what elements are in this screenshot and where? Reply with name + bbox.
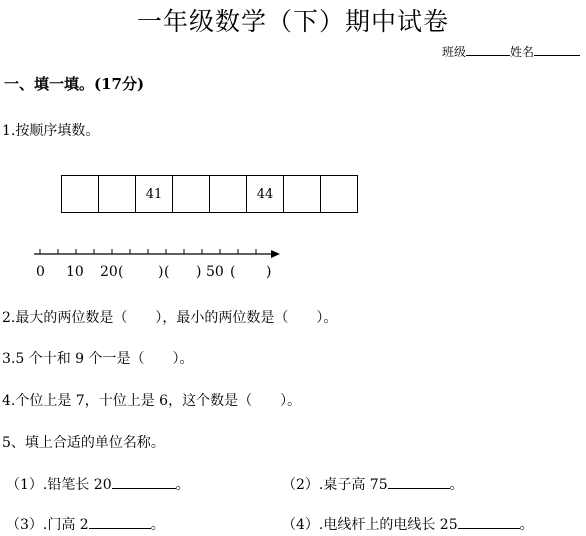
sub-question-text: （1）.铅笔长 20: [6, 477, 112, 493]
page-title: 一年级数学（下）期中试卷: [136, 7, 449, 36]
number-line-ticks: [40, 249, 256, 254]
answer-blank[interactable]: [458, 517, 520, 529]
question-3: 3.5 个十和 9 个一是（ ）。: [2, 351, 194, 367]
name-blank[interactable]: [534, 44, 580, 56]
number-box[interactable]: 41: [136, 176, 173, 212]
question-5: 5、填上合适的单位名称。: [2, 435, 165, 451]
number-line-arrow: [271, 250, 280, 258]
sub-question-text: （2）.桌子高 75: [282, 477, 388, 493]
tick-label: ): [158, 264, 164, 280]
class-blank[interactable]: [466, 44, 510, 56]
tick-label: (: [230, 264, 236, 280]
answer-blank[interactable]: [112, 477, 176, 489]
sub-question-text: （3）.门高 2: [6, 517, 89, 533]
sub-question-text: （4）.电线杆上的电线长 25: [282, 517, 458, 533]
number-box[interactable]: [62, 176, 99, 212]
number-line: [30, 244, 280, 284]
sub-question-end: 。: [449, 477, 464, 493]
sub-question-end: 。: [175, 477, 190, 493]
number-box[interactable]: [321, 176, 358, 212]
number-line-labels: [36, 264, 271, 280]
number-box-row: [61, 175, 358, 213]
section-heading: 一、填一填。(17分): [4, 75, 145, 93]
number-box[interactable]: [284, 176, 321, 212]
tick-label: 50: [206, 264, 224, 280]
name-label: 姓名: [509, 45, 534, 59]
number-box[interactable]: 44: [247, 176, 284, 212]
tick-label: 0: [36, 264, 45, 280]
number-box[interactable]: [99, 176, 136, 212]
tick-label: 20: [100, 264, 118, 280]
tick-label: 10: [66, 264, 84, 280]
student-info: [442, 43, 580, 60]
sub-question-end: 。: [519, 517, 534, 533]
tick-label: (: [118, 264, 124, 280]
tick-label: ): [196, 264, 202, 280]
question-1: 1.按顺序填数。: [2, 123, 100, 139]
sub-question-end: 。: [150, 517, 165, 533]
class-label: 班级: [441, 45, 466, 59]
number-box[interactable]: [210, 176, 247, 212]
answer-blank[interactable]: [388, 477, 450, 489]
tick-label: ): [266, 264, 272, 280]
tick-label: (: [164, 264, 170, 280]
sub-question: [6, 474, 190, 494]
sub-question: [282, 474, 464, 494]
sub-question: [282, 514, 534, 534]
question-2: 2.最大的两位数是（ ），最小的两位数是（ ）。: [2, 310, 338, 326]
number-box[interactable]: [173, 176, 210, 212]
sub-question: [6, 514, 165, 534]
answer-blank[interactable]: [89, 517, 151, 529]
question-4: 4.个位上是 7，十位上是 6，这个数是（ ）。: [2, 393, 302, 409]
